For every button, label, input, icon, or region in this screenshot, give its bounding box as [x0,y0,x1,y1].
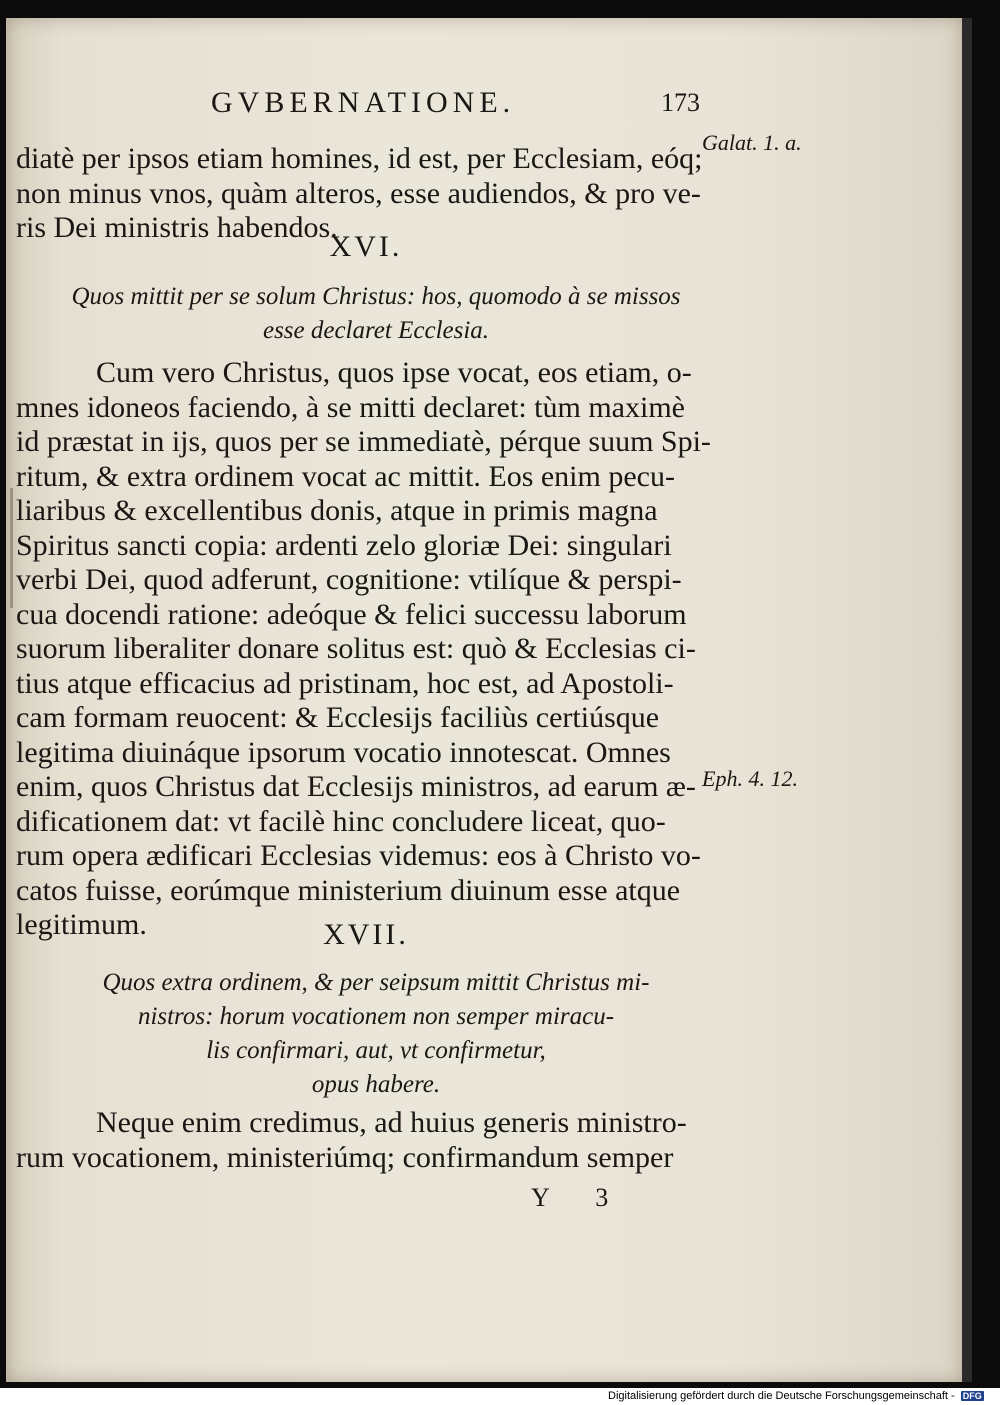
text-line: mnes idoneos faciendo, à se mitti declaret: tùm maximè [16,390,685,424]
page-edge [962,18,972,1382]
binding-shadow [10,488,13,608]
text-line: cam formam reuocent: & Ecclesijs faciliùs certiúsque [16,701,660,734]
credit-text: Digitalisierung gefördert durch die Deutsche Forschungsgemeinschaft - [608,1390,955,1402]
heading-line: opus habere. [311,1071,441,1098]
text-line: suorum liberaliter donare solitus est: quò & Ecclesias ci- [16,632,696,665]
text-line: legitima diuináque ipsorum vocatio innotescat. Omnes [16,735,671,769]
text-line: tius atque efficacius ad pristinam, hoc est, ad Apostoli- [16,666,674,700]
text-line: diatè per ipsos etiam homines, id est, per Ecclesiam, eóq; [16,142,703,175]
text-line: cua docendi ratione: adeóque & felici successu laborum [16,597,687,631]
text-line: verbi Dei, quod adferunt, cognitione: vtilíque & perspi- [16,563,682,596]
section-16-number: XVI. [329,230,403,263]
text-line: Neque enim credimus, ad huius generis ministro- [96,1106,687,1139]
section-16-heading [36,280,716,348]
heading-line: lis confirmari, aut, vt confirmetur, [206,1037,546,1064]
heading-line: esse declaret Ecclesia. [262,317,490,344]
running-header: GVBERNATIONE. [211,86,516,119]
text-line: ris Dei ministris habendos. [16,211,338,244]
section-17-number: XVII. [323,918,409,951]
section-16-body [16,356,711,943]
heading-line: Quos mittit per se solum Christus: hos, quomodo à se missos [71,283,681,310]
digitization-credit [608,1390,984,1402]
text-line: rum vocationem, ministeriúmq; confirmandum semper [16,1140,674,1174]
margin-note-galat: Galat. 1. a. [702,130,802,155]
section-17-body [16,1106,706,1175]
text-line: id præstat in ijs, quos per se immediatè, pérque suum Spi- [16,425,711,458]
text-line: ritum, & extra ordinem vocat ac mittit. Eos enim pecu- [16,459,675,493]
text-line: rum opera ædificari Ecclesias videmus: eos à Christo vo- [16,839,701,872]
text-line: Spiritus sancti copia: ardenti zelo gloriæ Dei: singulari [16,528,672,562]
text-line: Cum vero Christus, quos ipse vocat, eos etiam, o- [96,356,692,389]
margin-note-eph: Eph. 4. 12. [702,766,798,791]
dfg-logo: DFG [962,1391,982,1402]
section-17-heading [36,966,716,1102]
heading-line: Quos extra ordinem, & per seipsum mittit Christus mi- [102,969,650,996]
page-number: 173 [661,88,700,117]
text-line: catos fuisse, eorúmque ministerium diuinum esse atque [16,873,681,907]
book-page [6,18,962,1382]
signature-mark: Y 3 [531,1183,629,1212]
heading-line: nistros: horum vocationem non semper miracu- [137,1003,615,1030]
text-line: dificationem dat: vt facilè hinc concludere liceat, quo- [16,804,666,838]
text-line: liaribus & excellentibus donis, atque in primis magna [16,494,658,527]
text-line: legitimum. [16,908,147,941]
text-line: enim, quos Christus dat Ecclesijs ministros, ad earum æ- [16,770,696,803]
text-line: non minus vnos, quàm alteros, esse audiendos, & pro ve- [16,176,701,210]
